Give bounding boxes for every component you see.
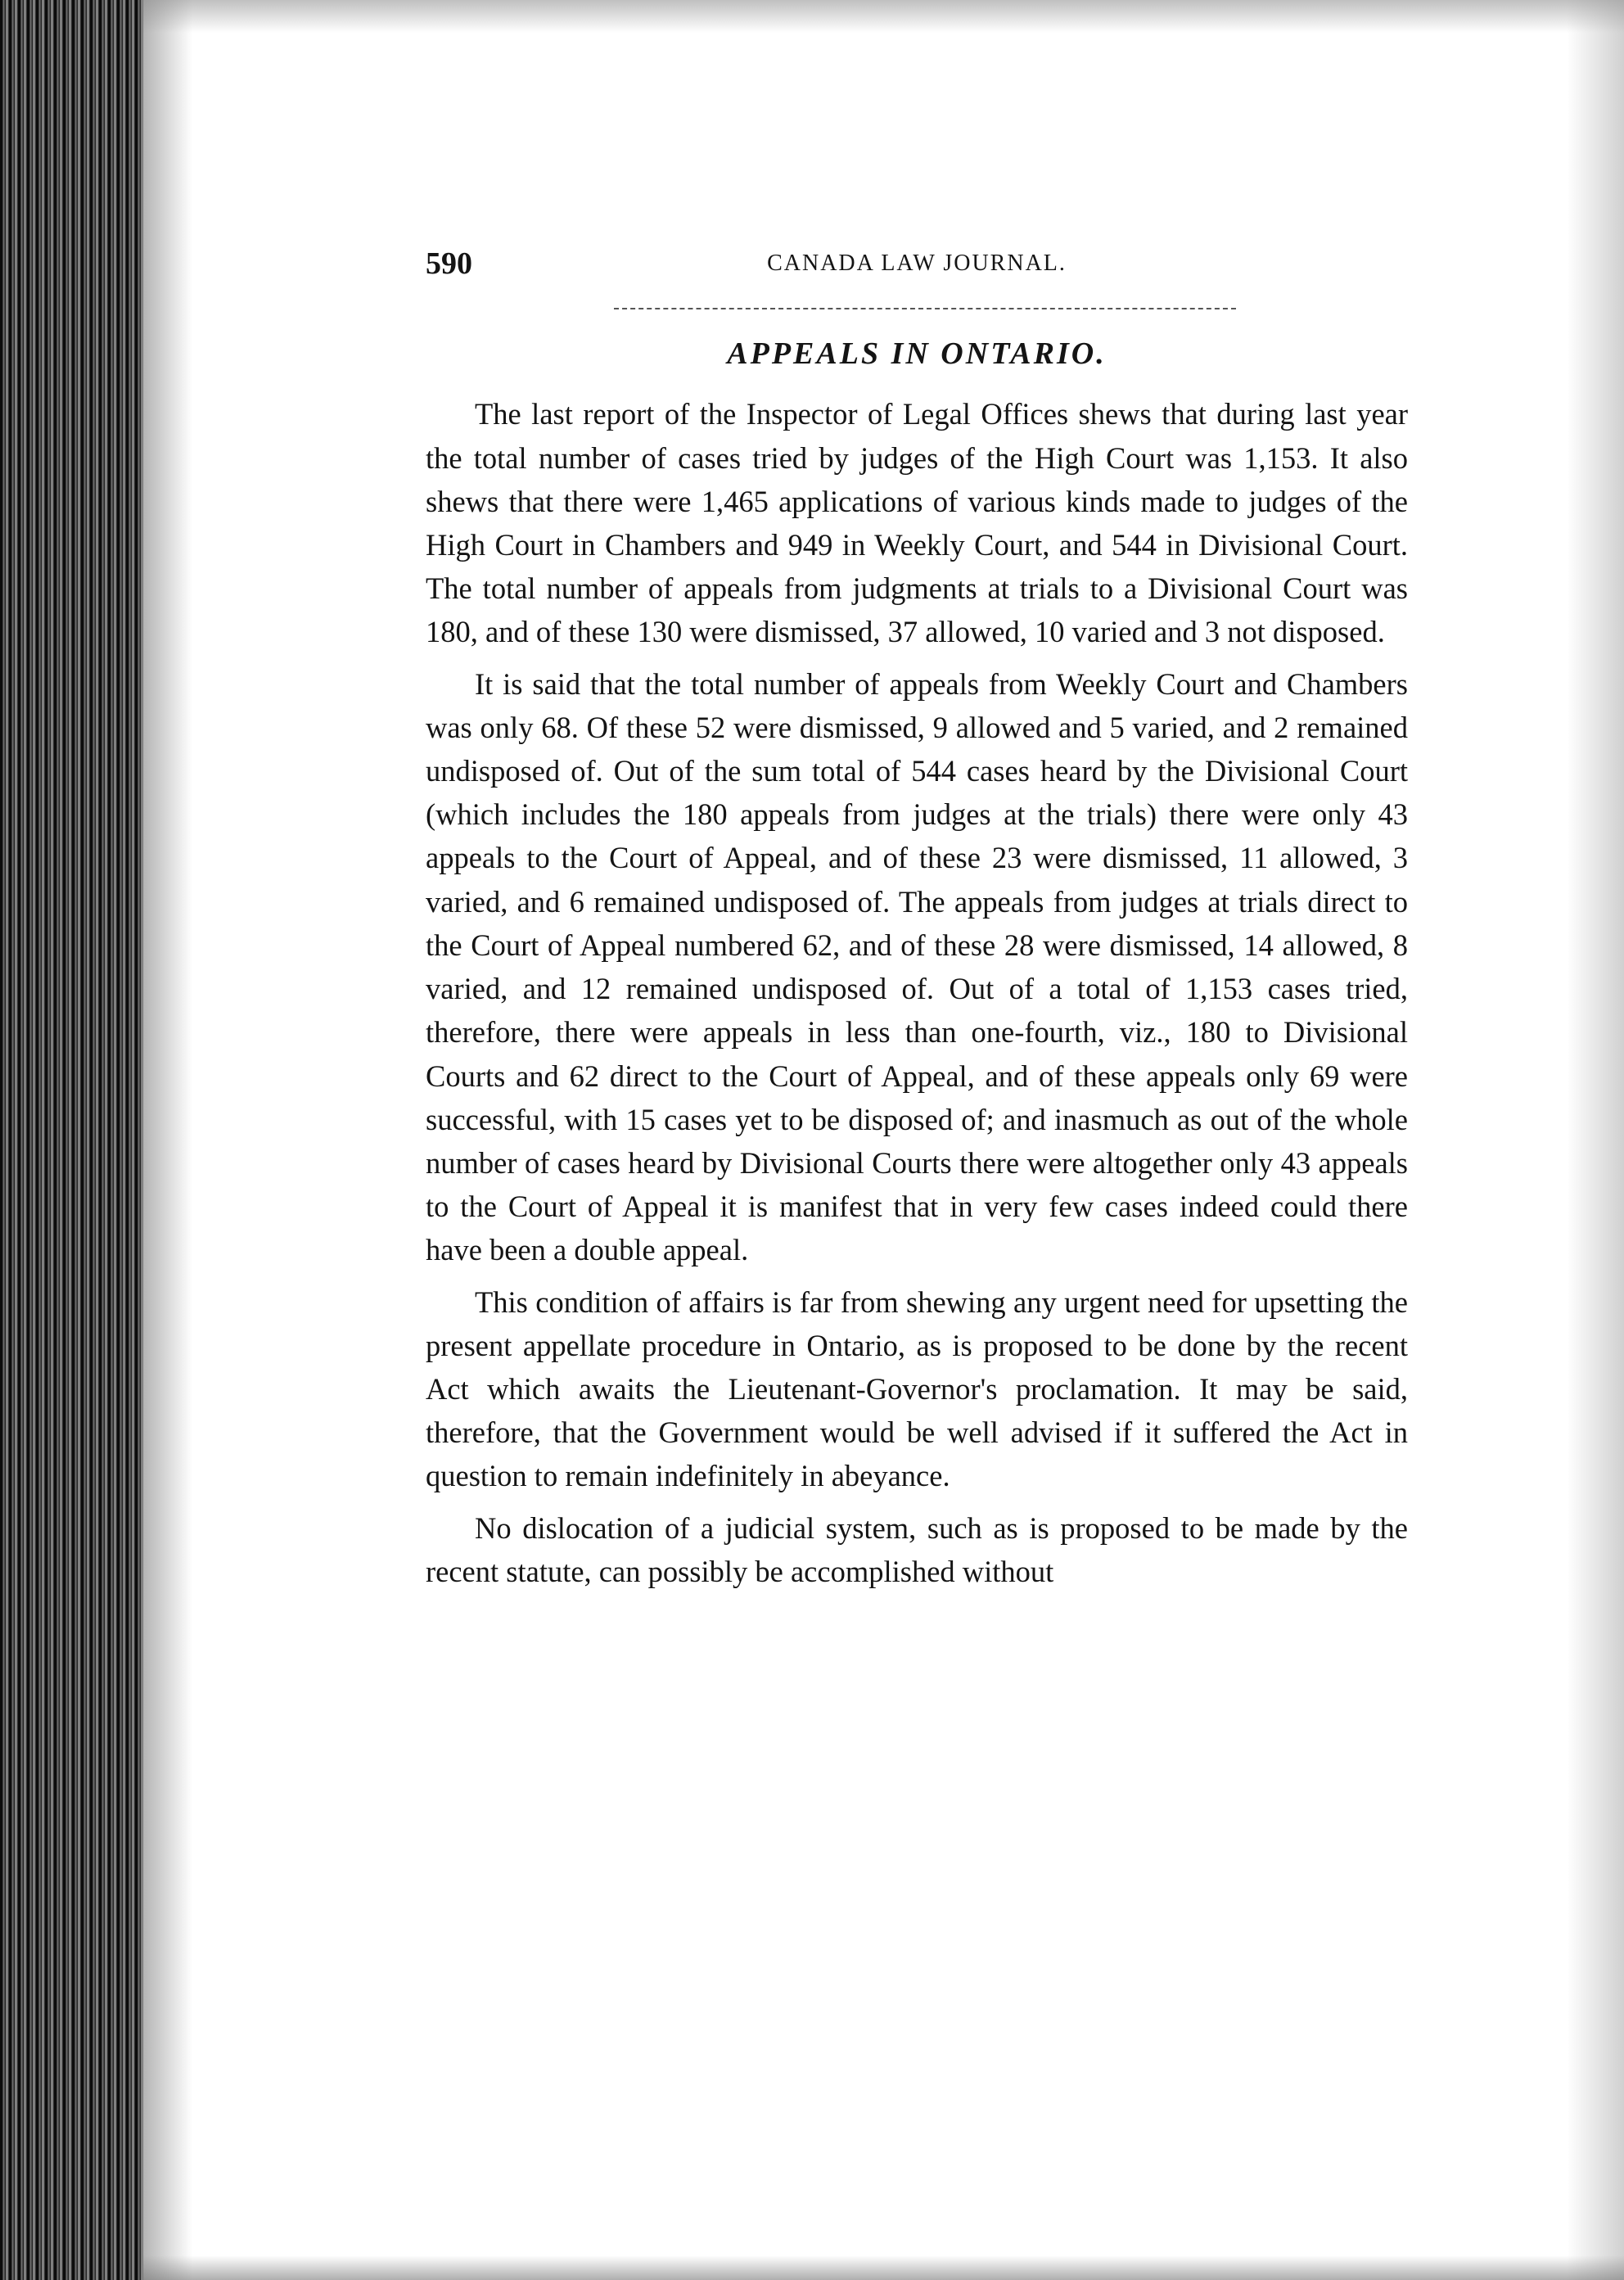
- paragraph-appeals-detail: It is said that the total number of appeals from Weekly Court and Chambers was only 68. Of these 52 were dismissed, 9 allowed and 5 varied, and 2 remained undisposed of. Out of the sum total of 544 cases heard by the Divisional Court (which includes the 180 appeals from judges at the trials) there were only 43 appeals to the Court of Appeal, and of these 23 were dismissed, 11 allowed, 3 varied, and 6 remained undisposed of. The appeals from judges at trials direct to the Court of Appeal numbered 62, and of these 28 were dismissed, 14 allowed, 8 varied, and 12 remained undisposed of. Out of a total of 1,153 cases tried, therefore, there were appeals in less than one-fourth, viz., 180 to Divisional Courts and 62 direct to the Court of Appeal, and of these appeals only 69 were successful, with 15 cases yet to be disposed of; and inasmuch as out of the whole number of cases heard by Divisional Courts there were altogether only 43 appeals to the Court of Appeal it is manifest that in very few cases indeed could there have been a double appeal.: [426, 666, 1408, 1267]
- scan-shadow-right: [1567, 0, 1624, 2280]
- journal-title: CANADA LAW JOURNAL.: [767, 251, 1067, 276]
- article-title: APPEALS IN ONTARIO.: [727, 336, 1107, 371]
- paragraph-statistics: The last report of the Inspector of Legal Offices shews that during last year the total number of cases tried by judges of the High Court was 1,153. It also shews that there were 1,465 applications of various kinds made to judges of the High Court in Chambers and 949 in Weekly Court, and 544 in Divisional Court. The total number of appeals from judgments at trials to a Divisional Court was 180, and of these 130 were dismissed, 37 allowed, 10 varied and 3 not disposed.: [426, 397, 1408, 649]
- paragraph-dislocation: No dislocation of a judicial system, such as is proposed to be made by the recent statute, can possibly be accomplished without: [426, 1510, 1408, 1588]
- article-body: [426, 392, 1408, 1592]
- paragraph-condition-of-affairs: This condition of affairs is far from shewing any urgent need for upsetting the present appellate procedure in Ontario, as is proposed to be done by the recent Act which awaits the Lieutenant-Governor's proclamation. It may be said, therefore, that the Government would be well advised if it suffered the Act in question to remain indefinitely in abeyance.: [426, 1284, 1408, 1493]
- page-number: 590: [426, 246, 472, 281]
- book-page: [426, 246, 1408, 1593]
- scan-shadow-top: [143, 0, 1624, 33]
- scan-shadow-bottom: [143, 2255, 1624, 2280]
- scan-binding-shadow-left: [0, 0, 143, 2280]
- header-rule: [614, 308, 1236, 309]
- running-head: [426, 246, 1408, 295]
